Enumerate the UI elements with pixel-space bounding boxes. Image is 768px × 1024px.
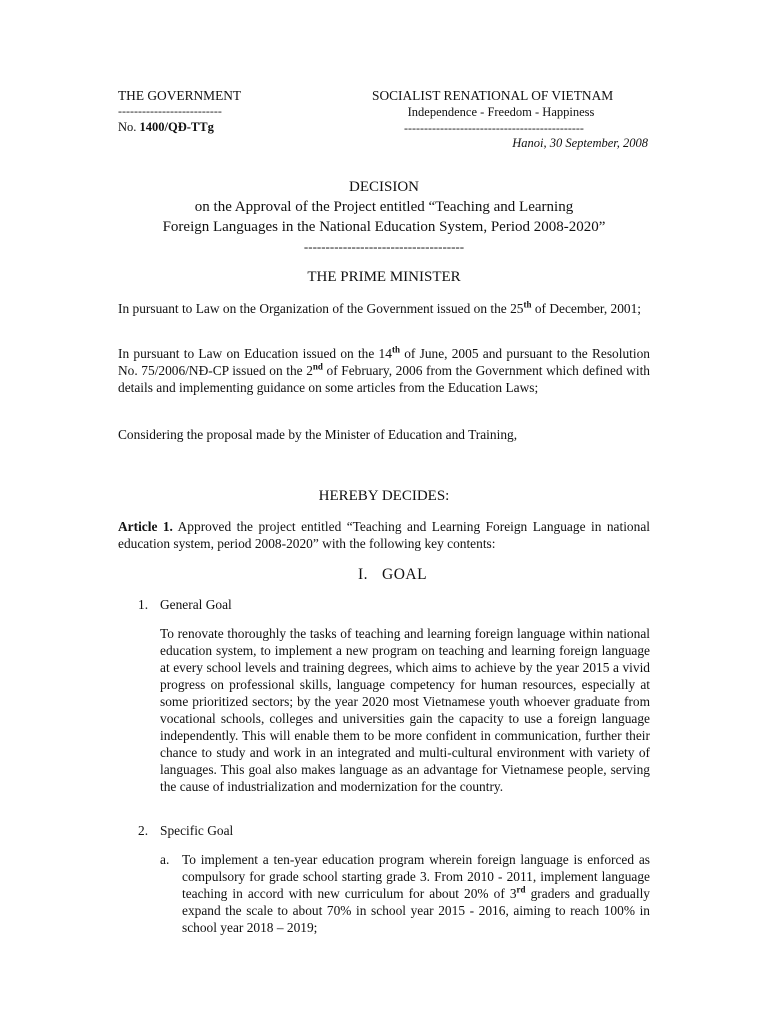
issue-date: Hanoi, 30 September, 2008 bbox=[512, 136, 648, 150]
document-number bbox=[118, 119, 214, 136]
decision-subtitle-line2: Foreign Languages in the National Education System, Period 2008-2020” bbox=[162, 219, 606, 235]
state-name: SOCIALIST RENATIONAL OF VIETNAM bbox=[372, 88, 614, 103]
header-right-rule: --------------------------------------------- bbox=[404, 121, 584, 135]
preamble-paragraph-2: In pursuant to Law on Education issued on the 14th of June, 2005 and pursuant to the Resolution No. 75/2006/NĐ-CP issued on the 2nd of February, 2006 from the Government which defined with details and implementing guidance on some articles from the Education Laws; bbox=[118, 344, 650, 395]
decides-heading: HEREBY DECIDES: bbox=[318, 488, 450, 504]
decision-title: DECISION bbox=[349, 179, 419, 195]
document-number-value: 1400/QĐ-TTg bbox=[139, 120, 214, 134]
document-number-prefix: No. bbox=[118, 120, 140, 134]
article-1-text: Approved the project entitled “Teaching and Learning Foreign Language in national education system, period 2008-2020” with the following key contents: bbox=[118, 519, 650, 551]
preamble-paragraph-3: Considering the proposal made by the Minister of Education and Training, bbox=[118, 427, 518, 442]
decision-rule: ------------------------------------- bbox=[303, 239, 465, 254]
item-a-text: To implement a ten-year education program wherein foreign language is enforced as compulsory for grade school starting grade 3. From 2010 - 2011, implement language teaching in accord with new curriculum for about 20% of 3rd graders and gradually expand the scale to about 70% in school year 2015 - 2016, aiming to reach 100% in school year 2018 – 2019; bbox=[182, 852, 650, 935]
decision-subtitle-line1: on the Approval of the Project entitled “Teaching and Learning bbox=[194, 199, 574, 215]
goal-2-title: Specific Goal bbox=[160, 823, 234, 838]
goal-2-number: 2. bbox=[138, 823, 149, 838]
issuing-body: THE GOVERNMENT bbox=[118, 88, 242, 103]
national-motto: Independence - Freedom - Happiness bbox=[407, 105, 595, 119]
goal-1-paragraph: To renovate thoroughly the tasks of teaching and learning foreign language within national education system, to implement a new program on teaching and learning foreign language at every school levels and training degrees, which aims to achieve by the year 2015 a vivid progress on professional skills, language competency for human resources, especially at some prioritized sectors; by the year 2020 most Vietnamese youth whoever graduate from vocational schools, colleges and universities gain the capacity to use a foreign language independently. This will enable them to be more confident in communication, further their chance to study and work in an integrated and multi-cultural environment with variety of languages. This goal also makes language as an advantage for Vietnamese people, serving the cause of industrialization and modernization for the country. bbox=[160, 626, 650, 794]
section-number: I. bbox=[358, 566, 369, 583]
authority-heading: THE PRIME MINISTER bbox=[307, 269, 461, 285]
section-title: GOAL bbox=[382, 566, 428, 583]
preamble-paragraph-1: In pursuant to Law on the Organization of the Government issued on the 25th of December, 2001; bbox=[118, 299, 642, 316]
goal-1-number: 1. bbox=[138, 597, 149, 612]
article-1 bbox=[118, 518, 650, 552]
article-1-label: Article 1. bbox=[118, 519, 173, 534]
item-a-marker: a. bbox=[160, 852, 170, 867]
goal-1-title: General Goal bbox=[160, 597, 232, 612]
header-left-rule: -------------------------- bbox=[118, 104, 222, 118]
